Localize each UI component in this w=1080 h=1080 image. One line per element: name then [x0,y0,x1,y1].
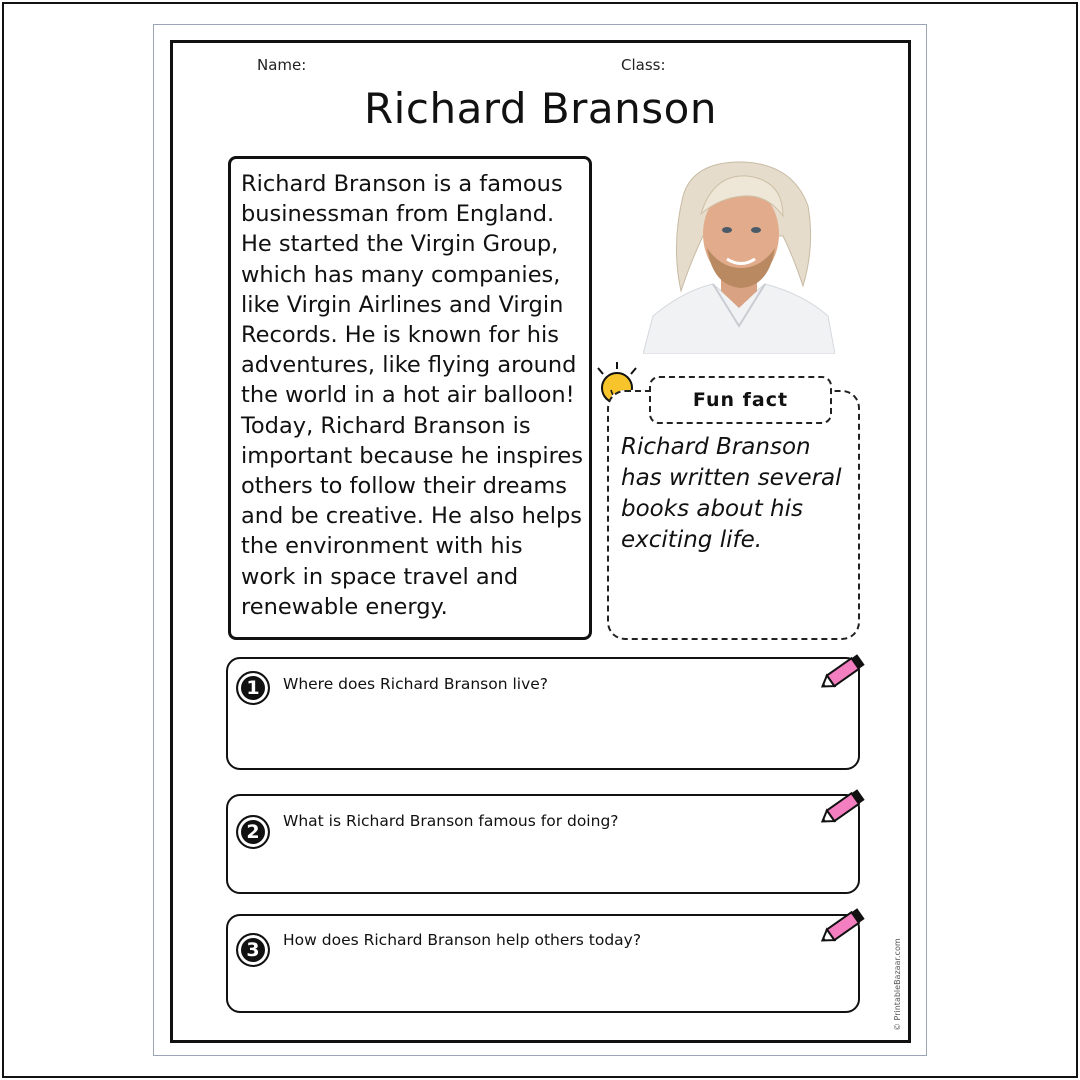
question-number-3: 3 [236,933,270,967]
question-text-2: What is Richard Branson famous for doing? [283,812,619,830]
question-number-1: 1 [236,671,270,705]
copyright-text: © PrintableBazaar.com [893,938,902,1031]
question-number-2: 2 [236,815,270,849]
portrait-image [643,156,835,354]
answer-box-1[interactable] [226,657,860,770]
class-label: Class: [621,56,666,74]
question-text-1: Where does Richard Branson live? [283,675,549,693]
answer-box-3[interactable] [226,914,860,1013]
pencil-icon [818,783,870,831]
answer-box-2[interactable] [226,794,860,894]
question-text-3: How does Richard Branson help others today? [283,931,642,949]
pencil-icon [818,648,870,696]
page-title: Richard Branson [364,84,717,133]
reading-passage-text: Richard Branson is a famous businessman from England. He started the Virgin Group, which has many companies, like Virgin Airlines and Virgin Records. He is known for his adventures, like flying around the world in a hot air balloon! Today, Richard Branson is important because he inspires others to follow their dreams and be creative. He also helps the environment with his work in space travel and renewable energy. [241,171,583,620]
fun-fact-text: Richard Branson has written several books about his exciting life. [621,434,842,553]
pencil-icon [818,902,870,950]
name-label: Name: [257,56,307,74]
fun-fact-heading: Fun fact [649,376,832,424]
reading-passage-box [228,156,592,640]
